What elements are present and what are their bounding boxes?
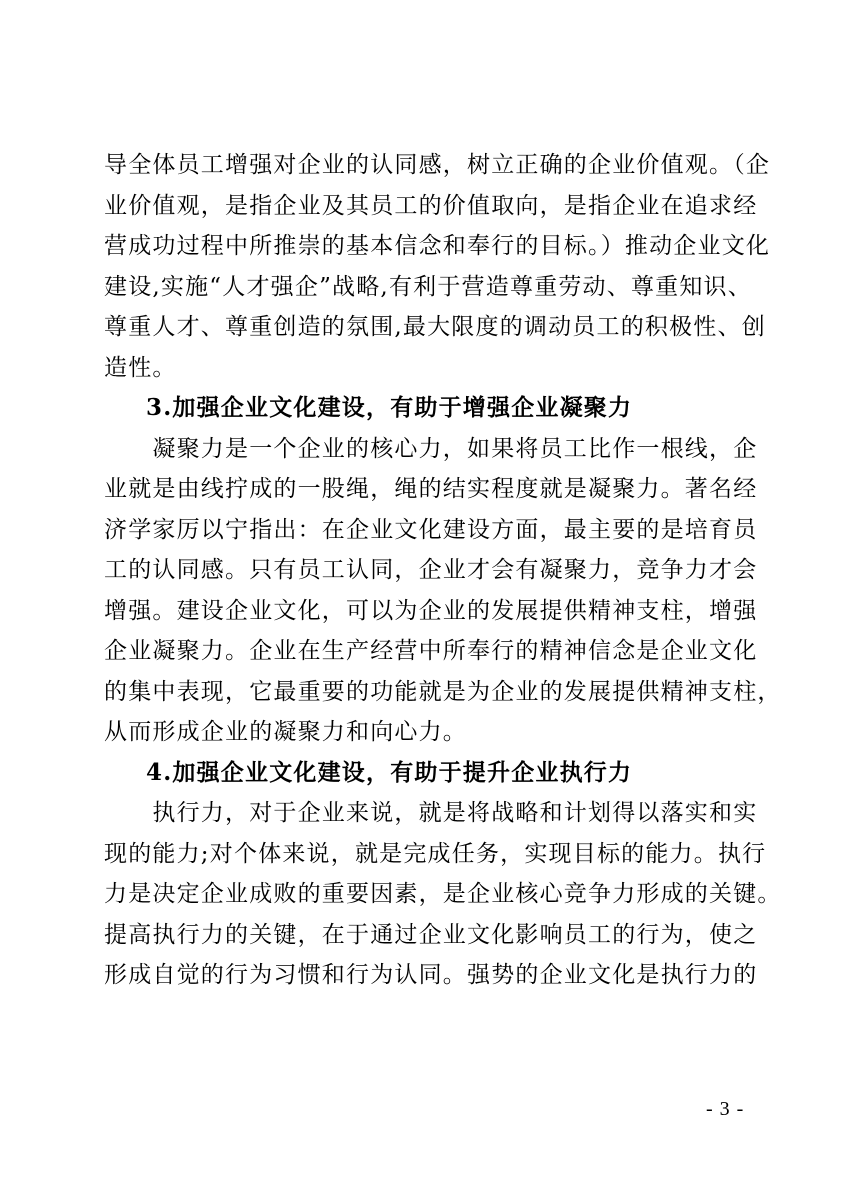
paragraph-line: 建设,实施“人才强企”战略,有利于营造尊重劳动、尊重知识、 [104,273,752,300]
paragraph-line: 从而形成企业的凝聚力和向心力。 [104,719,467,745]
paragraph-line: 形成自觉的行为习惯和行为认同。强势的企业文化是执行力的 [104,962,758,988]
paragraph-line: 现的能力;对个体来说，就是完成任务，实现目标的能力。执行 [104,840,767,867]
paragraph-line: 导全体员工增强对企业的认同感，树立正确的企业价值观。（企 [104,152,771,178]
paragraph-line: 凝聚力是一个企业的核心力，如果将员工比作一根线，企 [104,435,758,462]
paragraph-line: 增强。建设企业文化，可以为企业的发展提供精神支柱，增强 [104,597,758,624]
page-number: - 3 - [706,1098,745,1120]
section-heading: 4.加强企业文化建设，有助于提升企业执行力 [146,758,633,786]
paragraph-line: 的集中表现，它最重要的功能就是为企业的发展提供精神支柱， [104,678,782,705]
paragraph-line: 济学家厉以宁指出：在企业文化建设方面，最主要的是培育员 [104,516,758,543]
paragraph-line: 造性。 [104,354,177,381]
paragraph-line: 提高执行力的关键，在于通过企业文化影响员工的行为，使之 [104,921,758,948]
paragraph-line: 企业凝聚力。企业在生产经营中所奉行的精神信念是企业文化 [104,638,758,664]
section-heading: 3.加强企业文化建设，有助于增强企业凝聚力 [146,394,633,421]
document-body [104,145,782,996]
paragraph-line: 业就是由线拧成的一股绳，绳的结实程度就是凝聚力。著名经 [104,476,758,502]
paragraph-line: 执行力，对于企业来说，就是将战略和计划得以落实和实 [104,800,758,826]
paragraph-line: 尊重人才、尊重创造的氛围,最大限度的调动员工的积极性、创 [104,314,766,340]
paragraph-line: 工的认同感。只有员工认同，企业才会有凝聚力，竞争力才会 [104,557,758,583]
paragraph-line: 业价值观，是指企业及其员工的价值取向，是指企业在追求经 [104,192,758,219]
paragraph-line: 营成功过程中所推崇的基本信念和奉行的目标。）推动企业文化 [104,233,771,259]
paragraph-line: 力是决定企业成败的重要因素，是企业核心竞争力形成的关键。 [104,881,782,907]
